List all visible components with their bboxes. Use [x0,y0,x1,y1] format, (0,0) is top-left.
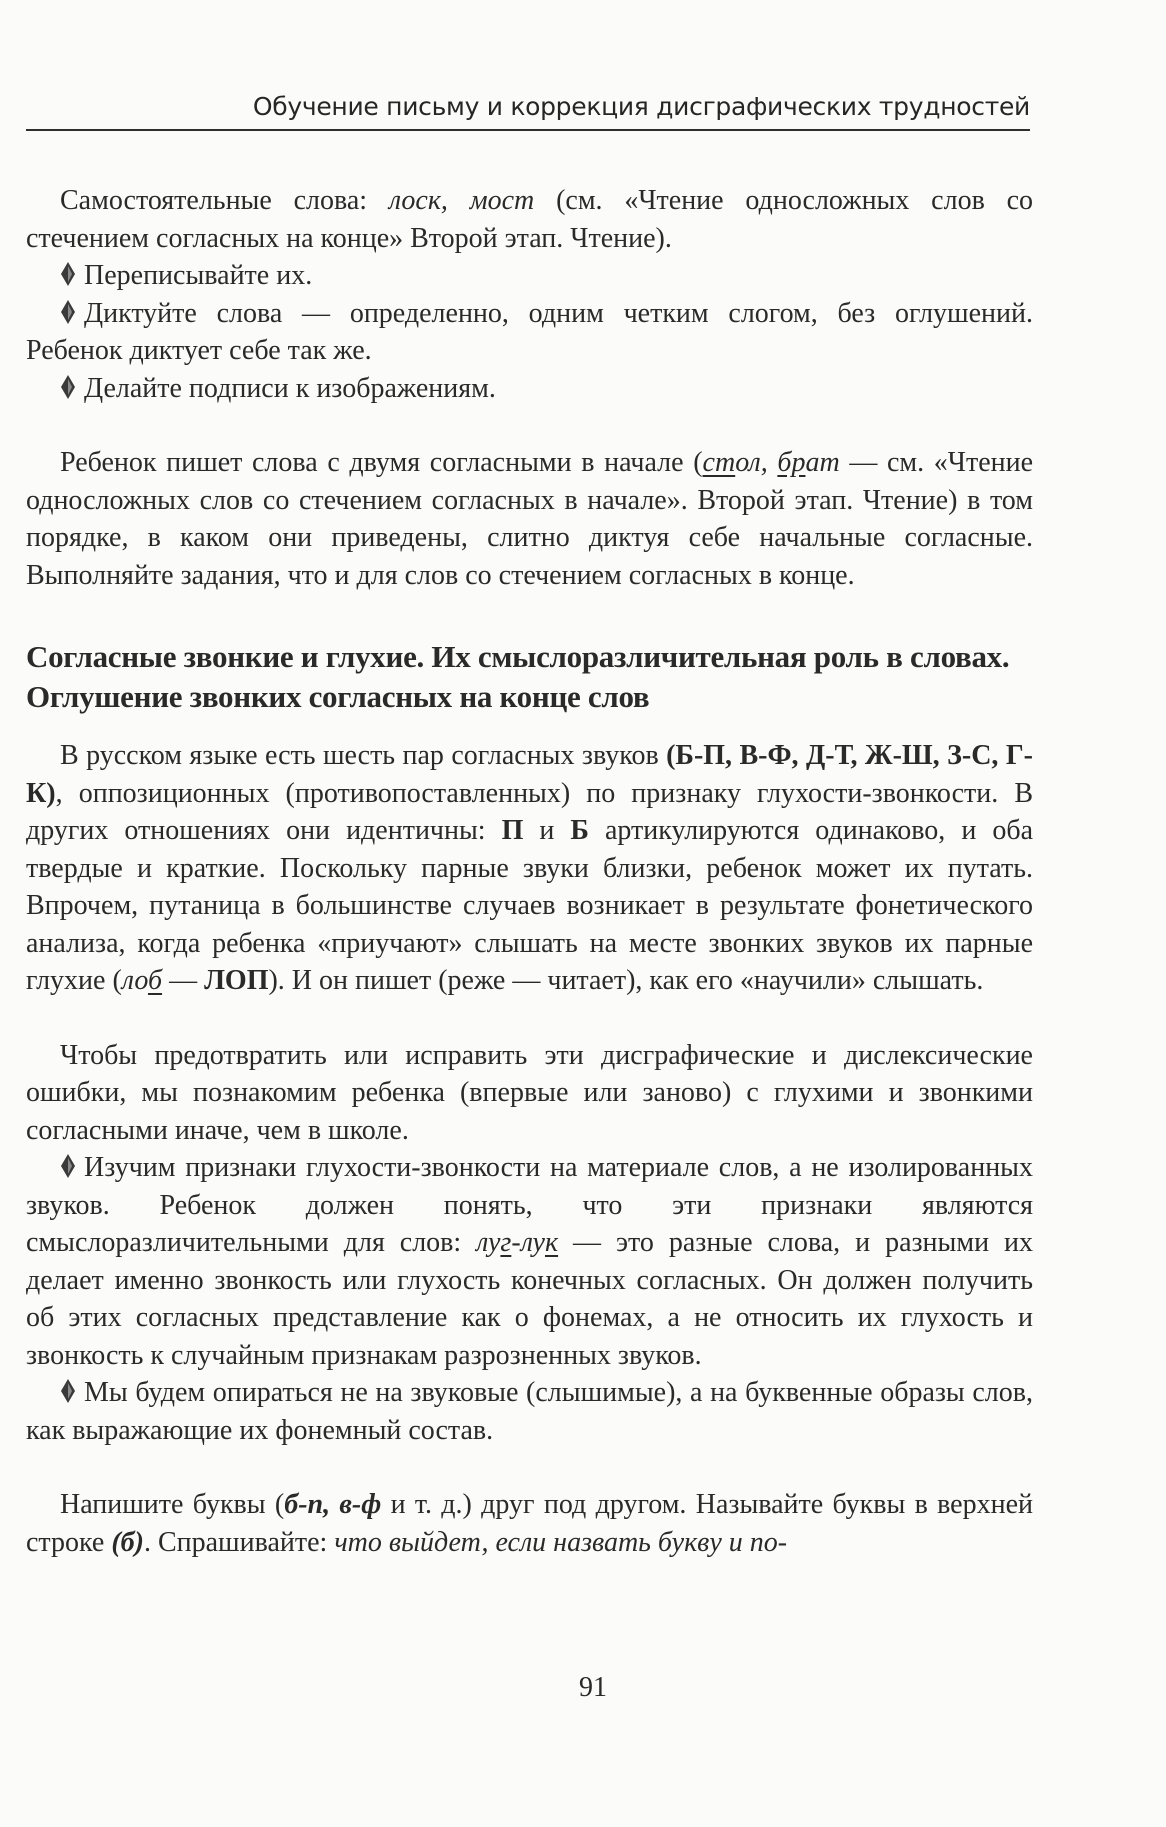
example-word-lob: лоб [121,965,163,996]
example-word-luk: лук [520,1227,559,1258]
consonant-pairs: (Б-П, В-Ф, Д-Т, Ж-Ш, З-С, Г-К) [26,740,1034,809]
bullet-item: Переписывайте их. [26,257,1033,295]
section-heading: Согласные звонкие и глухие. Их смыслоразличительная роль в словах. Оглушение звонких согласных на конце слов [26,639,1010,714]
paragraph-standalone-words: Самостоятельные слова: лоск, мост (см. «Чтение односложных слов со стечением согласных на конце» Второй этап. Чтение). [26,185,1034,254]
running-header: Обучение письму и коррекция дисграфических трудностей [26,92,1030,131]
example-word-brat: брат [777,447,840,478]
diamond-bullet-icon [60,374,76,400]
bullet-item: Изучим признаки глухости-звонкости на материале слов, а не изолированных звуков. Ребенок должен понять, что эти признаки являются смыслоразличительными для слов: луг-лук — это разные слова, и разными их делает именно звонкость или глухость конечных согласных. Он должен получить об этих согласных представление как о фонемах, а не относить их глухость и звонкость к случайным признакам разрозненных звуков. [26,1152,1033,1371]
page-number: 91 [579,1672,607,1703]
bullet-item: Диктуйте слова — определенно, одним четким слогом, без оглушений. Ребенок диктует себе так же. [26,297,1033,366]
paragraph-write-letters: Напишите буквы (б-п, в-ф и т. д.) друг под другом. Называйте буквы в верхней строке (б). Спрашивайте: что выйдет, если назвать букву и по- [26,1489,1034,1558]
paragraph-initial-consonants: Ребенок пишет слова с двумя согласными в начале (стол, брат — см. «Чтение односложных слов со стечением согласных в начале». Второй этап. Чтение) в том порядке, в каком они приведены, слитно диктуя себе начальные согласные. Выполняйте задания, что и для слов со стечением согласных в конце. [26,447,1034,591]
letter-pairs: б-п, в-ф [284,1489,382,1520]
paragraph-consonant-pairs: В русском языке есть шесть пар согласных звуков (Б-П, В-Ф, Д-Т, Ж-Ш, З-С, Г-К), оппозиционных (противопоставленных) по признаку глухости-звонкости. В других отношениях они идентичны: П и Б артикулируются одинаково, и оба твердые и краткие. Поскольку парные звуки близки, ребенок может их путать. Впрочем, путаница в большинстве случаев возникает в результате фонетического анализа, когда ребенка «приучают» слышать на месте звонких звуков их парные глухие (лоб — ЛОП). И он пишет (реже — читает), как его «научили» слышать. [26,740,1034,996]
page-body [26,182,1033,1561]
example-lop: ЛОП [204,965,269,996]
paragraph-prevent-errors: Чтобы предотвратить или исправить эти дисграфические и дислексические ошибки, мы познакомим ребенка (впервые или заново) с глухими и звонкими согласными иначе, чем в школе. [26,1039,1033,1146]
diamond-bullet-icon [60,1153,76,1179]
example-words: лоск, мост [388,185,535,216]
example-word-stol: стол [702,447,761,478]
bullet-item: Делайте подписи к изображениям. [26,370,1033,408]
diamond-bullet-icon [60,261,76,287]
letter-b: (б) [111,1526,144,1558]
example-word-lug: луг [476,1227,512,1258]
diamond-bullet-icon [60,1378,76,1404]
diamond-bullet-icon [60,299,76,325]
question-text: что выйдет, если назвать букву и по- [334,1526,788,1558]
bullet-item: Мы будем опираться не на звуковые (слышимые), а на буквенные образы слов, как выражающие их фонемный состав. [26,1377,1033,1446]
